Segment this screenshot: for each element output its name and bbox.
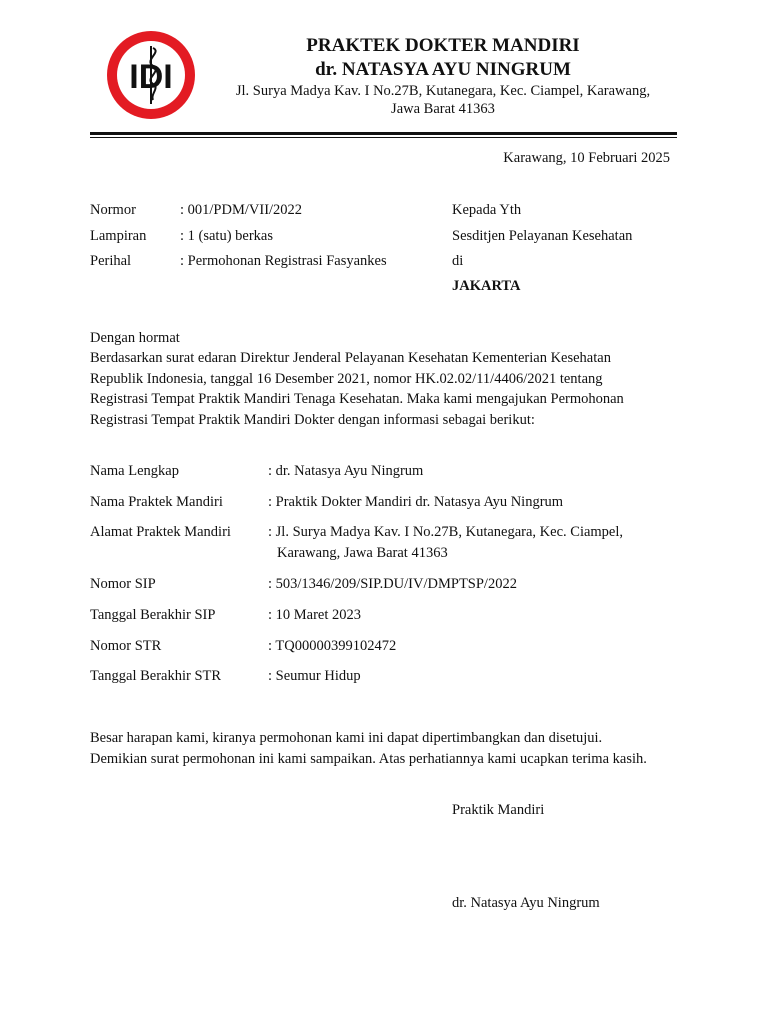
nama-praktek-label: Nama Praktek Mandiri [90,494,223,510]
idi-logo [106,30,196,120]
sip-end-label: Tanggal Berakhir SIP [90,607,216,623]
closing-line-2: Demikian surat permohonan ini kami sampaikan. Atas perhatiannya kami ucapkan terima kasih. [90,751,647,767]
opening-paragraph [90,348,680,430]
nomor-label: Normor [90,202,136,218]
address-line-1: Jl. Surya Madya Kav. I No.27B, Kutanegara, Kec. Ciampel, Karawang, [235,83,651,99]
str-end-label: Tanggal Berakhir STR [90,668,222,684]
letterhead-divider-thick [90,132,677,135]
opening-line: Registrasi Tempat Praktik Mandiri Tenaga Kesehatan. Maka kami mengajukan Permohonan [90,391,624,407]
nomor-value: : 001/PDM/VII/2022 [180,202,303,218]
nama-lengkap-label: Nama Lengkap [90,463,179,479]
opening-line: Registrasi Tempat Praktik Mandiri Dokter dengan informasi sebagai berikut: [90,411,535,428]
greeting: Dengan hormat [90,330,180,346]
sip-end-value: : 10 Maret 2023 [268,607,362,623]
opening-line: Republik Indonesia, tanggal 16 Desember 2021, nomor HK.02.02/11/4406/2021 tentang [90,370,603,387]
recipient-line-3: di [452,253,464,269]
alamat-value-line-1: : Jl. Surya Madya Kav. I No.27B, Kutanegara, Kec. Ciampel, [268,524,624,540]
str-end-value: : Seumur Hidup [268,668,361,684]
lampiran-value: : 1 (satu) berkas [180,228,274,244]
letterhead-divider-thin [90,137,677,138]
recipient-line-2: Sesditjen Pelayanan Kesehatan [452,228,633,244]
sip-value: : 503/1346/209/SIP.DU/IV/DMPTSP/2022 [268,576,517,592]
str-label: Nomor STR [90,638,162,654]
signature-name: dr. Natasya Ayu Ningrum [452,895,600,911]
sip-label: Nomor SIP [90,576,156,592]
recipient-line-1: Kepada Yth [452,202,522,218]
opening-line: Berdasarkan surat edaran Direktur Jenderal Pelayanan Kesehatan Kementerian Kesehatan [90,350,611,366]
letterhead-address [200,82,686,118]
str-value: : TQ00000399102472 [268,638,397,654]
signature-org: Praktik Mandiri [452,802,545,818]
perihal-label: Perihal [90,253,132,269]
nama-lengkap-value: : dr. Natasya Ayu Ningrum [268,463,424,479]
alamat-label: Alamat Praktek Mandiri [90,524,231,540]
perihal-value: : Permohonan Registrasi Fasyankes [180,253,387,269]
alamat-value-line-2: Karawang, Jawa Barat 41363 [277,545,448,561]
practice-title: PRAKTEK DOKTER MANDIRI [306,35,580,56]
closing-line-1: Besar harapan kami, kiranya permohonan kami ini dapat dipertimbangkan dan disetujui. [90,730,603,746]
recipient-city: JAKARTA [452,278,521,294]
logo-lettering: IDI [129,58,173,96]
lampiran-label: Lampiran [90,228,147,244]
place-date: Karawang, 10 Februari 2025 [503,150,670,166]
doctor-name-title: dr. NATASYA AYU NINGRUM [315,59,571,80]
address-line-2: Jawa Barat 41363 [391,101,495,117]
nama-praktek-value: : Praktik Dokter Mandiri dr. Natasya Ayu Ningrum [268,494,564,510]
